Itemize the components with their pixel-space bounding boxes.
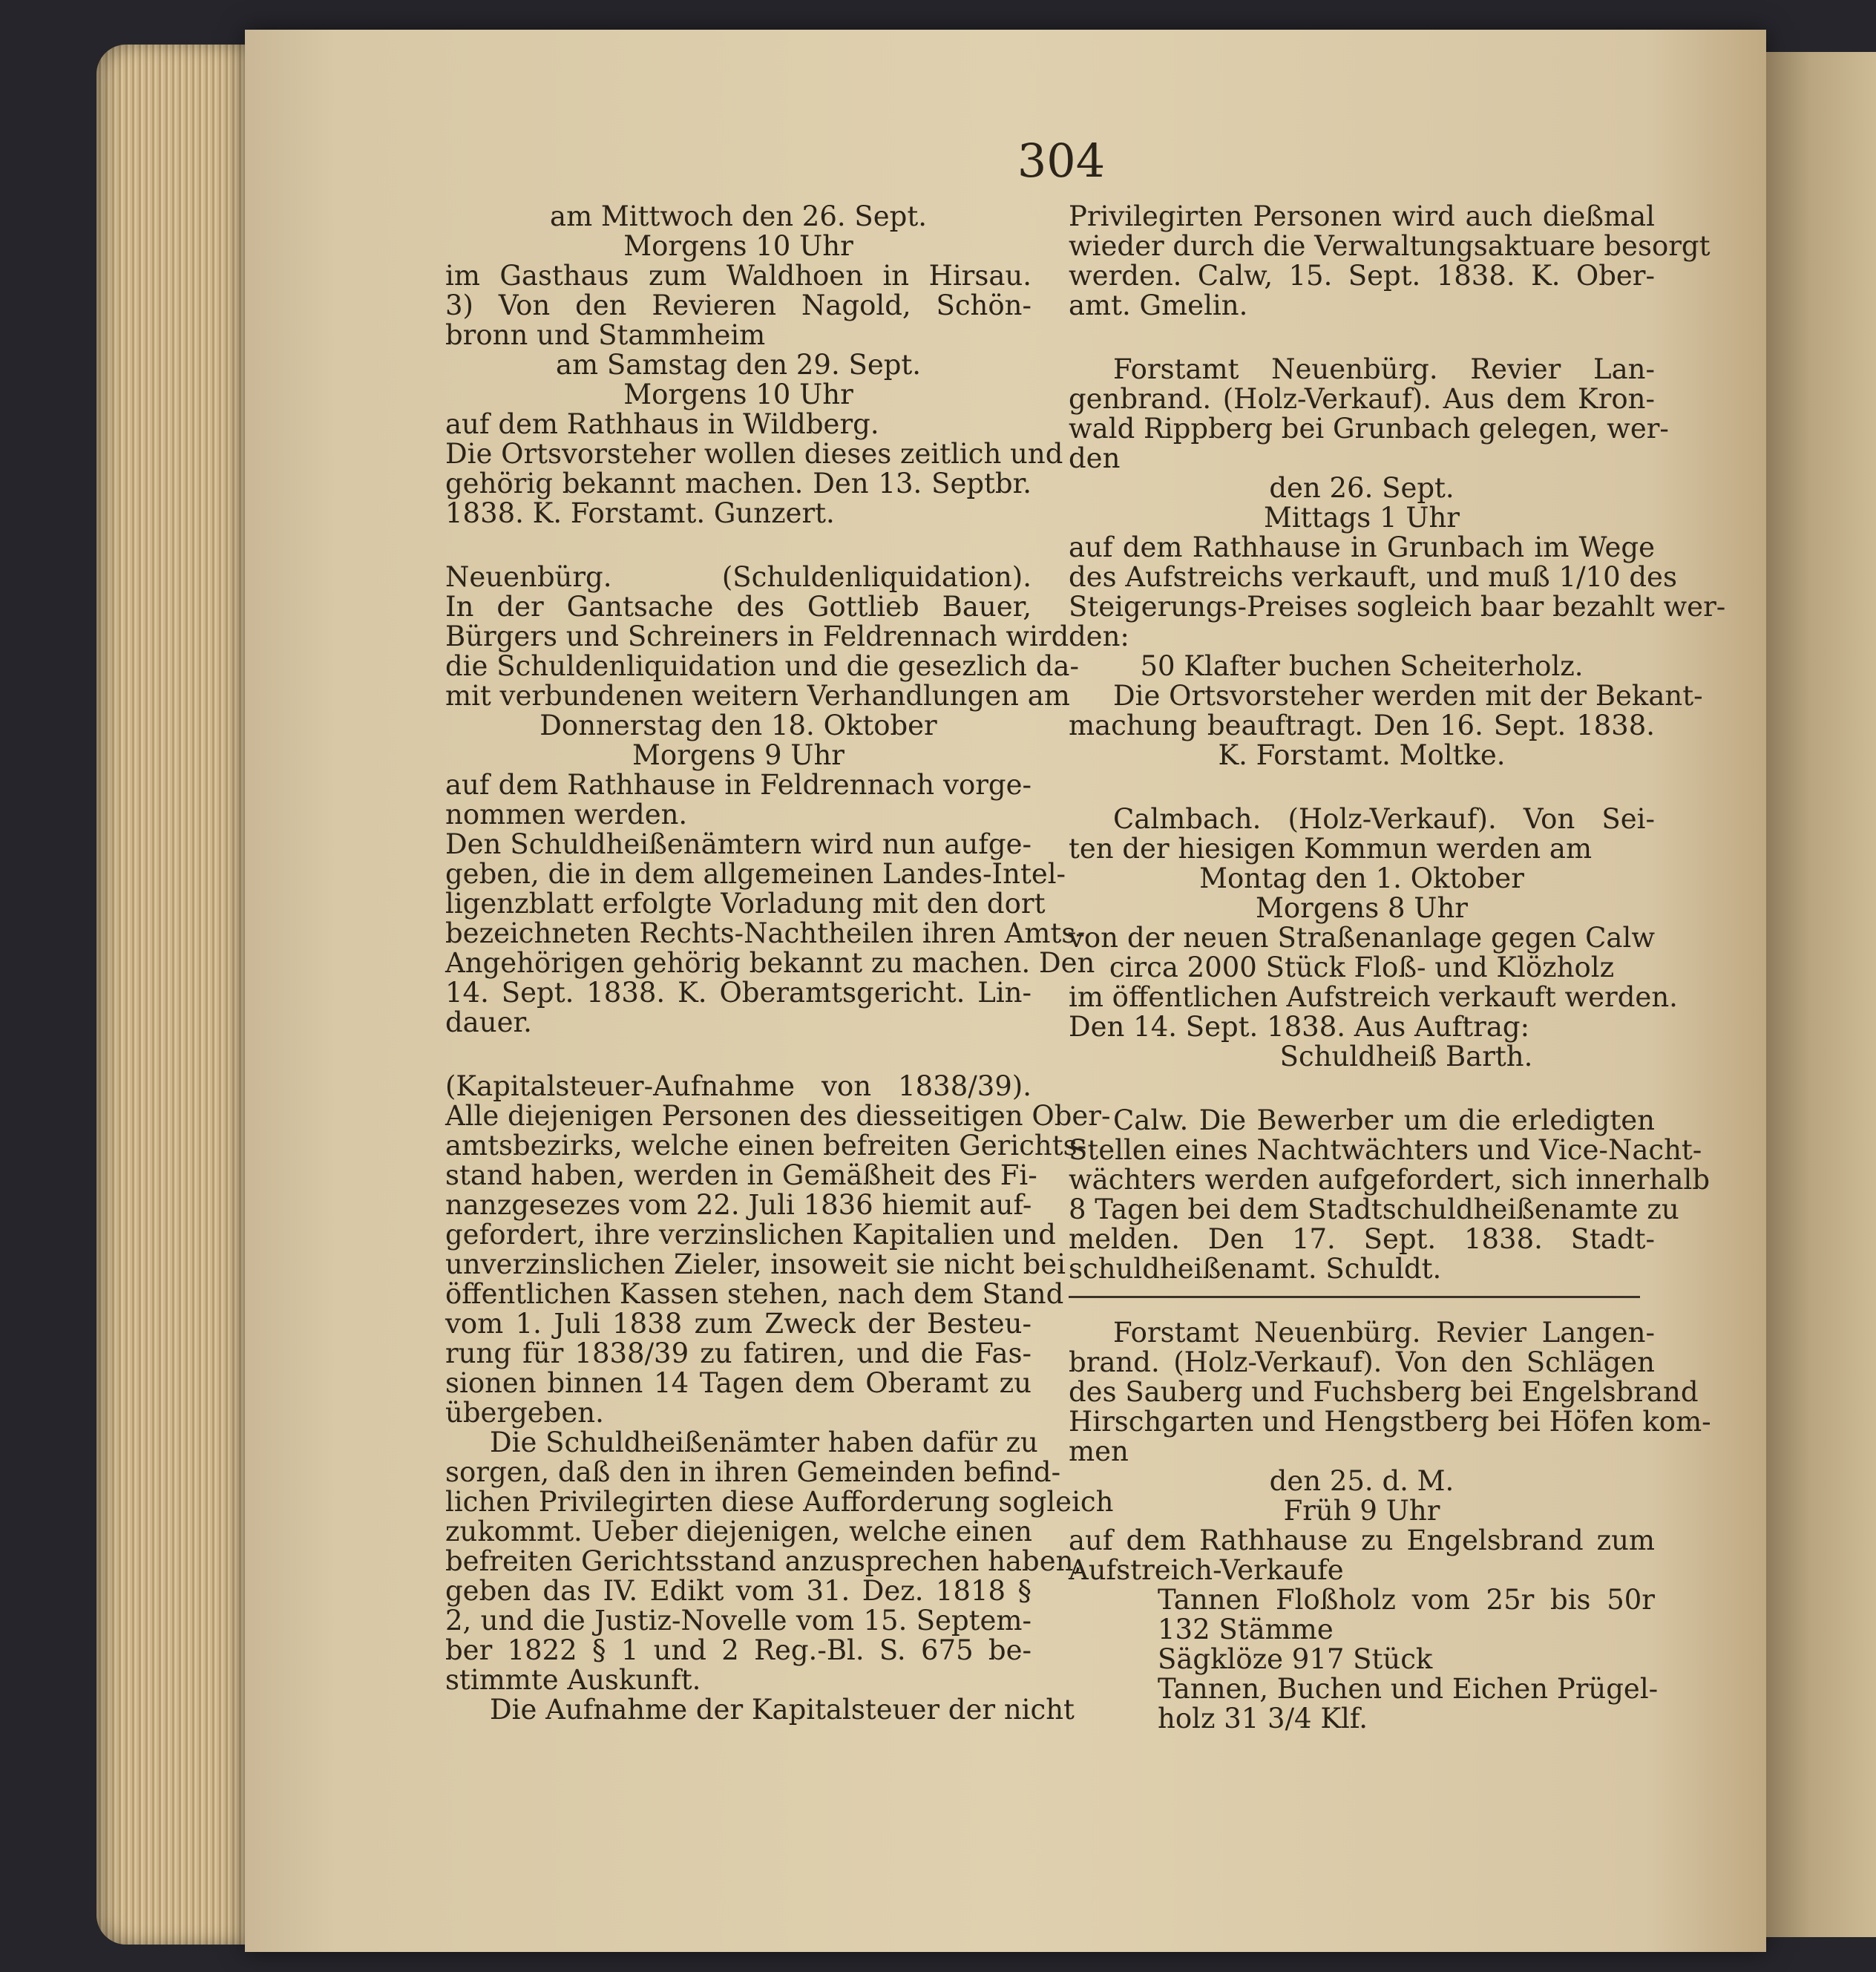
text-line: gehörig bekannt machen. Den 13. Septbr. xyxy=(445,468,1032,499)
text-line: 8 Tagen bei dem Stadtschuldheißenamte zu xyxy=(1069,1193,1679,1225)
text-line: (Kapitalsteuer-Aufnahme von 1838/39). xyxy=(445,1070,1032,1102)
text-line: stand haben, werden in Gemäßheit des Fi- xyxy=(445,1159,1037,1191)
text-line: Neuenbürg. (Schuldenliquidation). xyxy=(445,561,1032,593)
text-line: 14. Sept. 1838. K. Oberamtsgericht. Lin- xyxy=(445,977,1032,1009)
text-line: Calw. Die Bewerber um die erledigten xyxy=(1113,1104,1655,1136)
text-line: Forstamt Neuenbürg. Revier Langen- xyxy=(1113,1317,1655,1349)
text-line: In der Gantsache des Gottlieb Bauer, xyxy=(445,591,1032,623)
text-line: K. Forstamt. Moltke. xyxy=(1218,739,1506,771)
text-line: Morgens 10 Uhr xyxy=(623,230,853,262)
book-page-edges xyxy=(96,45,267,1945)
text-line: unverzinslichen Zieler, insoweit sie nicht bei xyxy=(445,1248,1066,1280)
text-line: Calmbach. (Holz-Verkauf). Von Sei- xyxy=(1113,803,1655,835)
text-line: befreiten Gerichtsstand anzusprechen haben, xyxy=(445,1545,1083,1577)
text-line: vom 1. Juli 1838 zum Zweck der Besteu- xyxy=(445,1308,1032,1340)
page-number: 304 xyxy=(1017,134,1106,188)
text-line: sorgen, daß den in ihren Gemeinden befind- xyxy=(445,1456,1061,1488)
text-line: amt. Gmelin. xyxy=(1069,289,1248,321)
text-line: sionen binnen 14 Tagen dem Oberamt zu xyxy=(445,1367,1032,1399)
text-line: den 25. d. M. xyxy=(1269,1465,1454,1497)
text-line: brand. (Holz-Verkauf). Von den Schlägen xyxy=(1069,1346,1655,1378)
text-line: 2, und die Justiz-Novelle vom 15. Septem- xyxy=(445,1605,1032,1637)
text-line: ligenzblatt erfolgte Vorladung mit den dort xyxy=(445,888,1046,920)
text-line: Die Ortsvorsteher werden mit der Bekant- xyxy=(1113,680,1703,712)
text-line: rung für 1838/39 zu fatiren, und die Fas- xyxy=(445,1337,1032,1369)
text-line: Montag den 1. Oktober xyxy=(1199,862,1524,894)
text-line: mit verbundenen weitern Verhandlungen am xyxy=(445,680,1070,712)
text-line: öffentlichen Kassen stehen, nach dem Stand xyxy=(445,1278,1064,1310)
text-line: Den Schuldheißenämtern wird nun aufge- xyxy=(445,828,1032,860)
text-line: gefordert, ihre verzinslichen Kapitalien und xyxy=(445,1219,1056,1251)
text-line: schuldheißenamt. Schuldt. xyxy=(1069,1253,1442,1285)
text-line: den: xyxy=(1069,620,1129,652)
paragraph-gap xyxy=(1069,321,1655,355)
text-line: Die Aufnahme der Kapitalsteuer der nicht xyxy=(490,1694,1075,1726)
paragraph-gap xyxy=(1069,1284,1655,1318)
text-line: im öffentlichen Aufstreich verkauft werden. xyxy=(1069,981,1678,1013)
text-line: Früh 9 Uhr xyxy=(1283,1495,1440,1527)
paragraph-gap xyxy=(1069,770,1655,805)
text-line: Donnerstag den 18. Oktober xyxy=(539,710,937,741)
text-line: am Mittwoch den 26. Sept. xyxy=(550,200,927,232)
text-line: Privilegirten Personen wird auch dießmal xyxy=(1069,200,1655,232)
text-line: auf dem Rathhaus in Wildberg. xyxy=(445,408,879,440)
text-line: lichen Privilegirten diese Aufforderung sogleich xyxy=(445,1486,1114,1518)
text-line: Forstamt Neuenbürg. Revier Lan- xyxy=(1113,353,1655,385)
left-column xyxy=(445,200,1114,1726)
text-line: den xyxy=(1069,442,1121,474)
text-line: Steigerungs-Preises sogleich baar bezahlt wer- xyxy=(1069,591,1726,623)
text-line: den 26. Sept. xyxy=(1269,472,1454,504)
text-line: Angehörigen gehörig bekannt zu machen. Den xyxy=(445,947,1095,979)
text-line: Die Schuldheißenämter haben dafür zu xyxy=(490,1426,1038,1458)
text-line: Hirschgarten und Hengstberg bei Höfen kom- xyxy=(1069,1406,1711,1438)
text-line: 132 Stämme xyxy=(1158,1614,1334,1645)
text-line: ten der hiesigen Kommun werden am xyxy=(1069,833,1593,865)
text-line: dauer. xyxy=(445,1006,532,1038)
text-line: holz 31 3/4 Klf. xyxy=(1158,1703,1368,1734)
text-line: 3) Von den Revieren Nagold, Schön- xyxy=(445,289,1032,321)
text-line: Tannen Floßholz vom 25r bis 50r xyxy=(1158,1584,1655,1616)
text-line: bezeichneten Rechts-Nachtheilen ihren Amts- xyxy=(445,917,1085,949)
right-column xyxy=(1069,200,1726,1734)
text-line: amtsbezirks, welche einen befreiten Gerichts- xyxy=(445,1130,1087,1162)
text-line: übergeben. xyxy=(445,1397,604,1429)
text-line: Stellen eines Nachtwächters und Vice-Nacht- xyxy=(1069,1134,1702,1166)
text-line: nommen werden. xyxy=(445,799,688,831)
text-line: Morgens 9 Uhr xyxy=(632,739,844,771)
section-divider xyxy=(1069,1296,1640,1298)
text-line: melden. Den 17. Sept. 1838. Stadt- xyxy=(1069,1223,1655,1255)
paragraph-gap xyxy=(1069,1072,1655,1106)
text-line: Bürgers und Schreiners in Feldrennach wird xyxy=(445,620,1069,652)
text-line: ber 1822 § 1 und 2 Reg.-Bl. S. 675 be- xyxy=(445,1634,1032,1666)
text-line: bronn und Stammheim xyxy=(445,319,766,351)
text-line: zukommt. Ueber diejenigen, welche einen xyxy=(445,1516,1032,1547)
text-line: im Gasthaus zum Waldhoen in Hirsau. xyxy=(445,260,1032,292)
text-line: machung beauftragt. Den 16. Sept. 1838. xyxy=(1069,710,1655,741)
text-line: auf dem Rathhause zu Engelsbrand zum xyxy=(1069,1524,1655,1556)
text-line: Morgens 8 Uhr xyxy=(1255,892,1468,924)
text-line: werden. Calw, 15. Sept. 1838. K. Ober- xyxy=(1069,260,1655,292)
text-line: die Schuldenliquidation und die gesezlich da- xyxy=(445,650,1079,682)
text-line: wald Rippberg bei Grunbach gelegen, wer- xyxy=(1069,413,1669,445)
text-line: Morgens 10 Uhr xyxy=(623,379,853,410)
text-line: geben das IV. Edikt vom 31. Dez. 1818 § xyxy=(445,1575,1032,1607)
text-line: wieder durch die Verwaltungsaktuare besorgt xyxy=(1069,230,1711,262)
text-line: auf dem Rathhause in Grunbach im Wege xyxy=(1069,531,1655,563)
text-line: nanzgesezes vom 22. Juli 1836 hiemit auf- xyxy=(445,1189,1032,1221)
text-line: circa 2000 Stück Floß- und Klözholz xyxy=(1109,951,1615,983)
text-line: wächters werden aufgefordert, sich innerhalb xyxy=(1069,1164,1711,1196)
text-line: Aufstreich-Verkaufe xyxy=(1069,1554,1344,1586)
text-line: 1838. K. Forstamt. Gunzert. xyxy=(445,497,835,529)
text-line: Sägklöze 917 Stück xyxy=(1158,1643,1433,1675)
text-line: men xyxy=(1069,1435,1129,1467)
text-line: genbrand. (Holz-Verkauf). Aus dem Kron- xyxy=(1069,383,1655,415)
text-line: 50 Klafter buchen Scheiterholz. xyxy=(1140,650,1584,682)
text-line: des Sauberg und Fuchsberg bei Engelsbrand xyxy=(1069,1376,1699,1408)
facing-page-edge xyxy=(1766,52,1876,1937)
text-line: von der neuen Straßenanlage gegen Calw xyxy=(1069,922,1655,954)
text-line: Tannen, Buchen und Eichen Prügel- xyxy=(1158,1673,1659,1705)
text-line: geben, die in dem allgemeinen Landes-Intel- xyxy=(445,858,1066,890)
text-line: Schuldheiß Barth. xyxy=(1279,1041,1533,1072)
text-line: auf dem Rathhause in Feldrennach vorge- xyxy=(445,769,1032,801)
paragraph-gap xyxy=(445,1038,1032,1072)
text-line: stimmte Auskunft. xyxy=(445,1664,701,1696)
text-line: Die Ortsvorsteher wollen dieses zeitlich und xyxy=(445,438,1063,470)
paragraph-gap xyxy=(445,528,1032,563)
text-line: Alle diejenigen Personen des diesseitigen Ober- xyxy=(445,1100,1111,1132)
text-line: Mittags 1 Uhr xyxy=(1264,502,1460,534)
text-line: des Aufstreichs verkauft, und muß 1/10 des xyxy=(1069,561,1677,593)
text-line: am Samstag den 29. Sept. xyxy=(555,349,922,381)
text-line: Den 14. Sept. 1838. Aus Auftrag: xyxy=(1069,1011,1530,1043)
